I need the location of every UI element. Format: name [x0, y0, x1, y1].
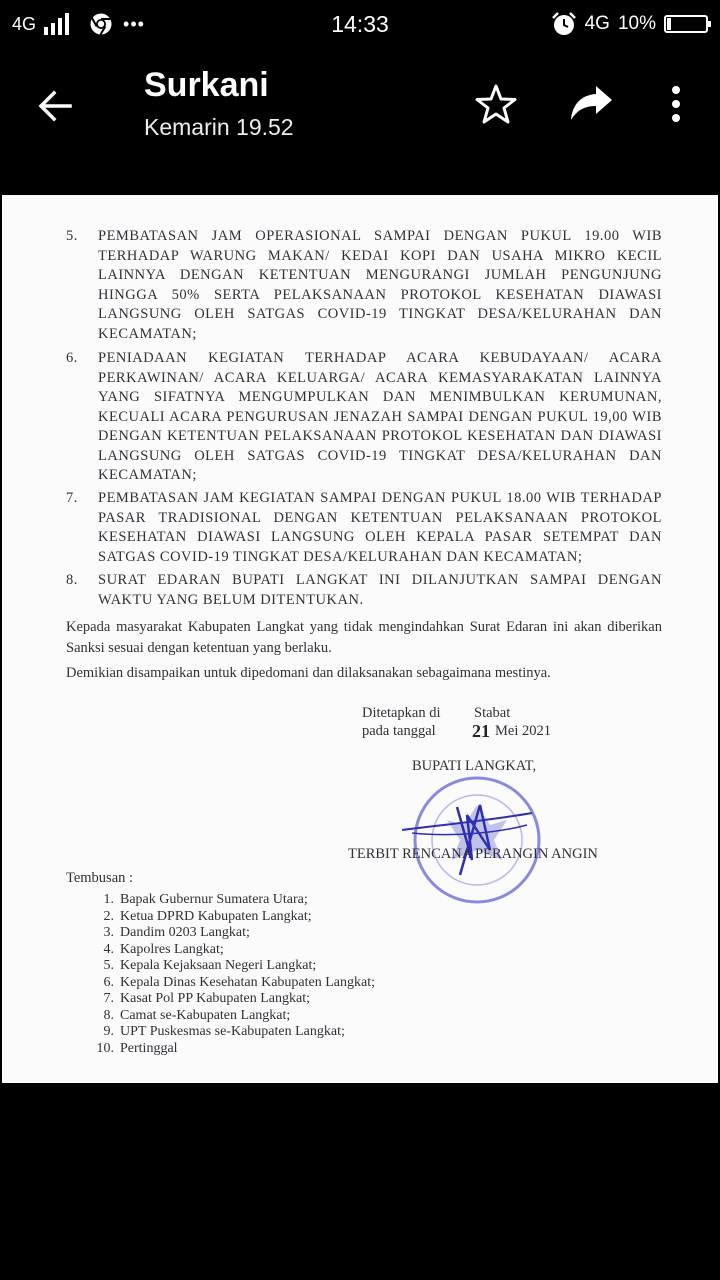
ditetapkan-value: Stabat	[474, 705, 511, 721]
star-icon[interactable]	[472, 80, 520, 128]
position-title: BUPATI LANGKAT,	[412, 758, 537, 774]
list-item: 5. Kepala Kejaksaan Negeri Langkat;	[103, 958, 317, 973]
back-arrow-icon[interactable]	[30, 80, 82, 132]
sanction-paragraph: Kepada masyarakat Kabupaten Langkat yang tidak mengindahkan Surat Edaran ini akan diberikan Sanksi sesuai dengan ketentuan yang berlaku.	[66, 619, 662, 656]
battery-percent: 10%	[617, 13, 656, 34]
list-item: 2. Ketua DPRD Kabupaten Langkat;	[103, 908, 312, 924]
ditetapkan-label: Ditetapkan di	[362, 705, 441, 721]
list-item: 8. SURAT EDARAN BUPATI LANGKAT INI DILANJUTKAN SAMPAI DENGAN WAKTU YANG BELUM DITENTUKAN.	[66, 572, 662, 608]
document-image[interactable]	[2, 195, 718, 1083]
list-item: 7. Kasat Pol PP Kabupaten Langkat;	[103, 991, 311, 1006]
tembusan-title: Tembusan :	[66, 870, 134, 886]
list-item: 8. Camat se-Kabupaten Langkat;	[103, 1007, 291, 1023]
signatory-name: TERBIT RENCANA PERANGIN ANGIN	[348, 846, 598, 862]
closing-paragraph: Demikian disampaikan untuk dipedomani dan dilaksanakan sebagaimana mestinya.	[66, 665, 551, 681]
clock: 14:33	[331, 11, 389, 37]
list-item: 9. UPT Puskesmas se-Kabupaten Langkat;	[103, 1024, 345, 1039]
list-item: 6. Kepala Dinas Kesehatan Kabupaten Langkat;	[103, 974, 376, 990]
network-type-left: 4G	[12, 13, 37, 34]
more-notifications-icon: •••	[123, 13, 145, 34]
list-item: 5. PEMBATASAN JAM OPERASIONAL SAMPAI DENGAN PUKUL 19.00 WIB TERHADAP WARUNG MAKAN/ KEDAI KOPI DAN USAHA MIKRO KECIL LAINNYA DENGAN KETENTUAN MENGURANGI JUMLAH PENGUNJUNG HINGGA 50% SERTA PELAKSANAAN PROTOKOL KESEHATAN DIAWASI LANGSUNG OLEH SATGAS COVID-19 TINGKAT DESA/KELURAHAN DAN KECAMATAN;	[66, 228, 662, 342]
tanggal-day: 21	[472, 721, 490, 741]
battery-level	[667, 18, 671, 30]
alarm-icon	[551, 11, 577, 37]
list-item: 6. PENIADAAN KEGIATAN TERHADAP ACARA KEBUDAYAAN/ ACARA PERKAWINAN/ ACARA KELUARGA/ ACARA KEMASYARAKATAN LAINNYA YANG SIFATNYA MENGUMPULKAN DAN MENIMBULKAN KERUMUNAN, KECUALI ACARA PENGURUSAN JENAZAH SAMPAI DENGAN PUKUL 19,00 WIB DENGAN KETENTUAN PELAKSANAAN PROTOKOL KESEHATAN DAN DIAWASI LANGSUNG OLEH SATGAS COVID-19 TINGKAT DESA/KELURAHAN DAN KECAMATAN;	[66, 350, 662, 483]
list-item: 7. PEMBATASAN JAM KEGIATAN SAMPAI DENGAN PUKUL 18.00 WIB TERHADAP PASAR TRADISIONAL DENGAN KETENTUAN PELAKSANAAN PROTOKOL KESEHATAN DIAWASI LANGSUNG OLEH KEPALA PASAR SETEMPAT DAN SATGAS COVID-19 TINGKAT DESA/KELURAHAN DAN KECAMATAN;	[66, 490, 662, 565]
list-item: 4. Kapolres Langkat;	[103, 941, 224, 957]
status-bar	[0, 0, 720, 50]
list-item: 1. Bapak Gubernur Sumatera Utara;	[103, 892, 308, 907]
battery-icon	[664, 15, 708, 33]
sender-name: Surkani	[144, 66, 269, 104]
tembusan-list	[78, 892, 375, 1057]
more-vert-icon[interactable]	[660, 80, 692, 128]
timestamp: Kemarin 19.52	[144, 114, 294, 140]
tanggal-label: pada tanggal	[362, 723, 436, 739]
share-icon[interactable]	[566, 80, 616, 128]
network-type-right: 4G	[584, 13, 610, 34]
list-item: 10. Pertinggal	[96, 1040, 178, 1056]
status-right	[551, 11, 708, 37]
app-bar	[0, 50, 720, 190]
official-seal	[402, 765, 552, 915]
list-item: 3. Dandim 0203 Langkat;	[103, 925, 250, 940]
tanggal-rest: Mei 2021	[495, 723, 551, 739]
